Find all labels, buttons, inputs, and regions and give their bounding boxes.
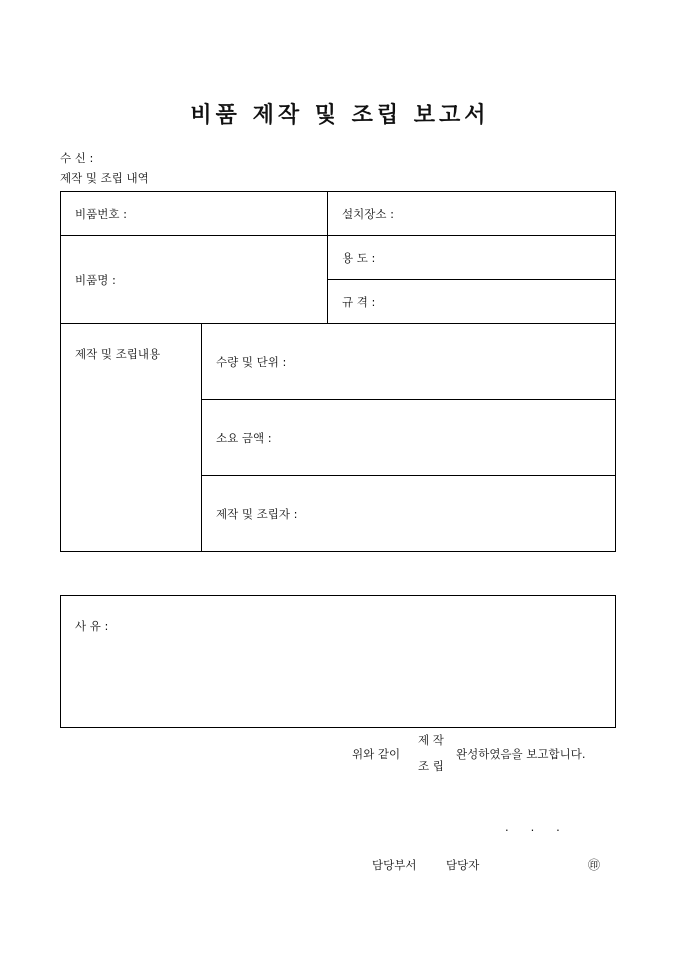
equipment-no-cell[interactable] [61, 192, 328, 236]
quantity-unit-label: 수량 및 단위 : [216, 354, 287, 369]
cost-cell[interactable] [202, 400, 616, 476]
content-label-cell [61, 324, 202, 552]
recipient-label: 수 신 : [60, 151, 94, 165]
footer-prefix: 위와 같이 [352, 747, 401, 761]
document-title: 비품 제작 및 조립 보고서 [190, 102, 490, 128]
usage-label: 용 도 : [342, 250, 376, 265]
maker-label: 제작 및 조립자 : [216, 506, 298, 521]
footer-suffix: 완성하였음을 보고합니다. [456, 747, 586, 761]
usage-cell[interactable] [328, 236, 616, 280]
equipment-name-label: 비품명 : [75, 272, 116, 287]
footer-stack-bottom: 조 립 [418, 759, 444, 773]
maker-cell[interactable] [202, 476, 616, 552]
install-location-cell[interactable] [328, 192, 616, 236]
cost-label: 소요 금액 : [216, 430, 272, 445]
quantity-unit-cell[interactable] [202, 324, 616, 400]
content-label: 제작 및 조립내용 [75, 347, 161, 361]
footer-stack-top: 제 작 [418, 733, 444, 747]
person-label: 담당자 [446, 858, 480, 872]
reason-label: 사 유 : [75, 619, 109, 633]
department-label: 담당부서 [372, 858, 417, 872]
equipment-name-cell[interactable] [61, 236, 328, 324]
equipment-no-label: 비품번호 : [75, 206, 127, 221]
details-table [60, 191, 616, 552]
install-location-label: 설치장소 : [342, 206, 394, 221]
reason-box[interactable] [60, 595, 616, 728]
specification-cell[interactable] [328, 280, 616, 324]
section-label: 제작 및 조립 내역 [60, 171, 149, 185]
seal-icon: ㊞ [588, 858, 601, 872]
date-line: . . . [505, 820, 560, 834]
specification-label: 규 격 : [342, 294, 376, 309]
